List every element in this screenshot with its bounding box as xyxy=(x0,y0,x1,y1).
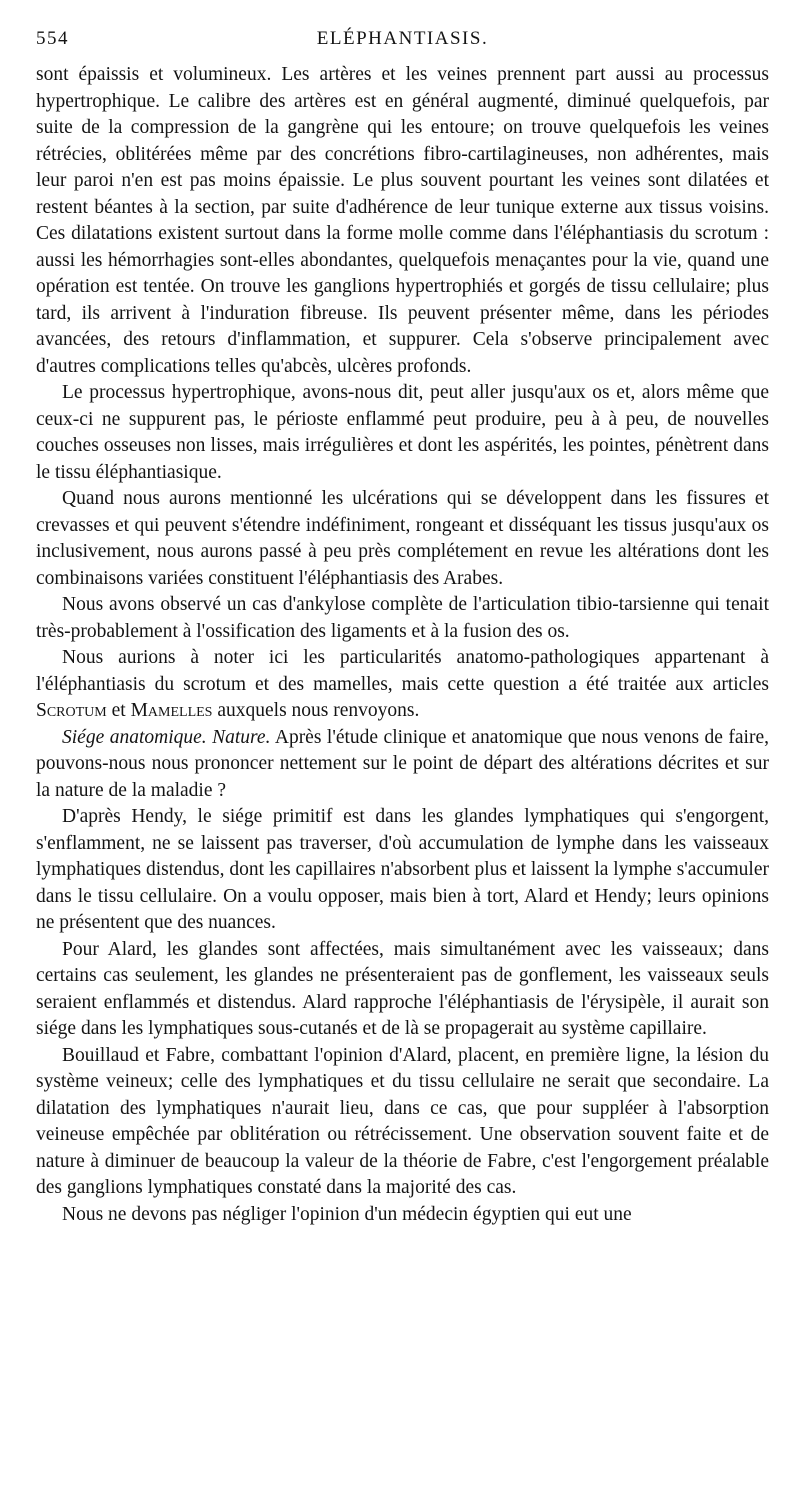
paragraph-text: et xyxy=(106,700,131,721)
running-title: ELÉPHANTIASIS. xyxy=(316,28,489,49)
paragraph-text: Après l'étude clinique et anatomique que nous venons de faire, pouvons-nous nous prononcer nettement sur le point de départ des altérations décrites et sur la nature de la maladie ? xyxy=(36,726,769,801)
body-text xyxy=(36,62,769,1228)
page-number: 554 xyxy=(36,28,69,49)
page-header xyxy=(36,28,769,58)
book-page xyxy=(36,28,769,1228)
paragraph-cross-reference xyxy=(36,645,769,725)
paragraph: Le processus hypertrophique, avons-nous dit, peut aller jusqu'aux os et, alors même que ceux-ci ne suppurent pas, le périoste enflammé peut produire, peu à à peu, de nouvelles couches osseuses non lisses, mais irrégulières et dont les aspérités, les pointes, pénètrent dans le tissu éléphantiasique. xyxy=(36,382,769,483)
paragraph-continued: sont épaissis et volumineux. Les artères et les veines prennent part aussi au processus hypertrophique. Le calibre des artères est en général augmenté, diminué quelquefois, par suite de la compression de la gangrène qui les entoure; on trouve quelquefois les veines rétrécies, oblitérées même par des concrétions fibro-cartilagineuses, non adhérentes, mais leur paroi n'en est pas moins épaissie. Le plus souvent pourtant les veines sont dilatées et restent béantes à la section, par suite d'adhérence de leur tunique externe aux tissus voisins. Ces dilatations existent surtout dans la forme molle comme dans l'éléphantiasis du scrotum : aussi les hémorrhagies sont-elles abondantes, quelquefois menaçantes pour la vie, quand une opération est tentée. On trouve les ganglions hypertrophiés et gorgés de tissu cellulaire; plus tard, ils arrivent à l'induration fibreuse. Ils peuvent présenter même, dans les périodes avancées, des retours d'inflammation, et suppurer. Cela s'observe principalement avec d'autres complications telles qu'abcès, ulcères profonds. xyxy=(36,64,769,377)
paragraph: Bouillaud et Fabre, combattant l'opinion d'Alard, placent, en première ligne, la lésion du système veineux; celle des lymphatiques et du tissu cellulaire ne serait que secondaire. La dilatation des lymphatiques n'aurait lieu, dans ce cas, que pour suppléer à l'absorption veineuse empêchée par oblitération ou rétrécissement. Une observation souvent faite et de nature à diminuer de beaucoup la valeur de la théorie de Fabre, c'est l'engorgement préalable des ganglions lymphatiques constaté dans la majorité des cas. xyxy=(36,1044,769,1198)
paragraph-section xyxy=(36,725,769,805)
paragraph: D'après Hendy, le siége primitif est dans les glandes lymphatiques qui s'engorgent, s'enflamment, ne se laissent pas traverser, d'où accumulation de lymphe dans les vaisseaux lymphatiques distendus, dont les capillaires n'absorbent plus et laissent la lymphe s'accumuler dans le tissu cellulaire. On a voulu opposer, mais bien à tort, Alard et Hendy; leurs opinions ne présentent que des nuances. xyxy=(36,806,769,933)
paragraph: Pour Alard, les glandes sont affectées, mais simultanément avec les vaisseaux; dans certains cas seulement, les glandes ne présenteraient pas de gonflement, les vaisseaux seuls seraient enflammés et distendus. Alard rapproche l'éléphantiasis de l'érysipèle, il aurait son siége dans les lymphatiques sous-cutanés et de là se propagerait au système capillaire. xyxy=(36,938,769,1039)
cross-reference-mamelles: Mamelles xyxy=(130,700,213,721)
paragraph-text: Nous aurions à noter ici les particularités anatomo-pathologiques appartenant à l'éléphantiasis du scrotum et des mamelles, mais cette question a été traitée aux articles xyxy=(36,647,769,695)
paragraph: Nous avons observé un cas d'ankylose complète de l'articulation tibio-tarsienne qui tenait très-probablement à l'ossification des ligaments et à la fusion des os. xyxy=(36,594,769,642)
paragraph-text: auxquels nous renvoyons. xyxy=(212,700,420,721)
cross-reference-scrotum: Scrotum xyxy=(36,700,107,721)
section-heading: Siége anatomique. Nature. xyxy=(62,726,271,748)
paragraph: Quand nous aurons mentionné les ulcérations qui se développent dans les fissures et crevasses et qui peuvent s'étendre indéfiniment, rongeant et disséquant les tissus jusqu'aux os inclusivement, nous aurons passé à peu près complétement en revue les altérations dont les combinaisons variées constituent l'éléphantiasis des Arabes. xyxy=(36,488,769,589)
paragraph-last: Nous ne devons pas négliger l'opinion d'un médecin égyptien qui eut une xyxy=(62,1203,632,1225)
